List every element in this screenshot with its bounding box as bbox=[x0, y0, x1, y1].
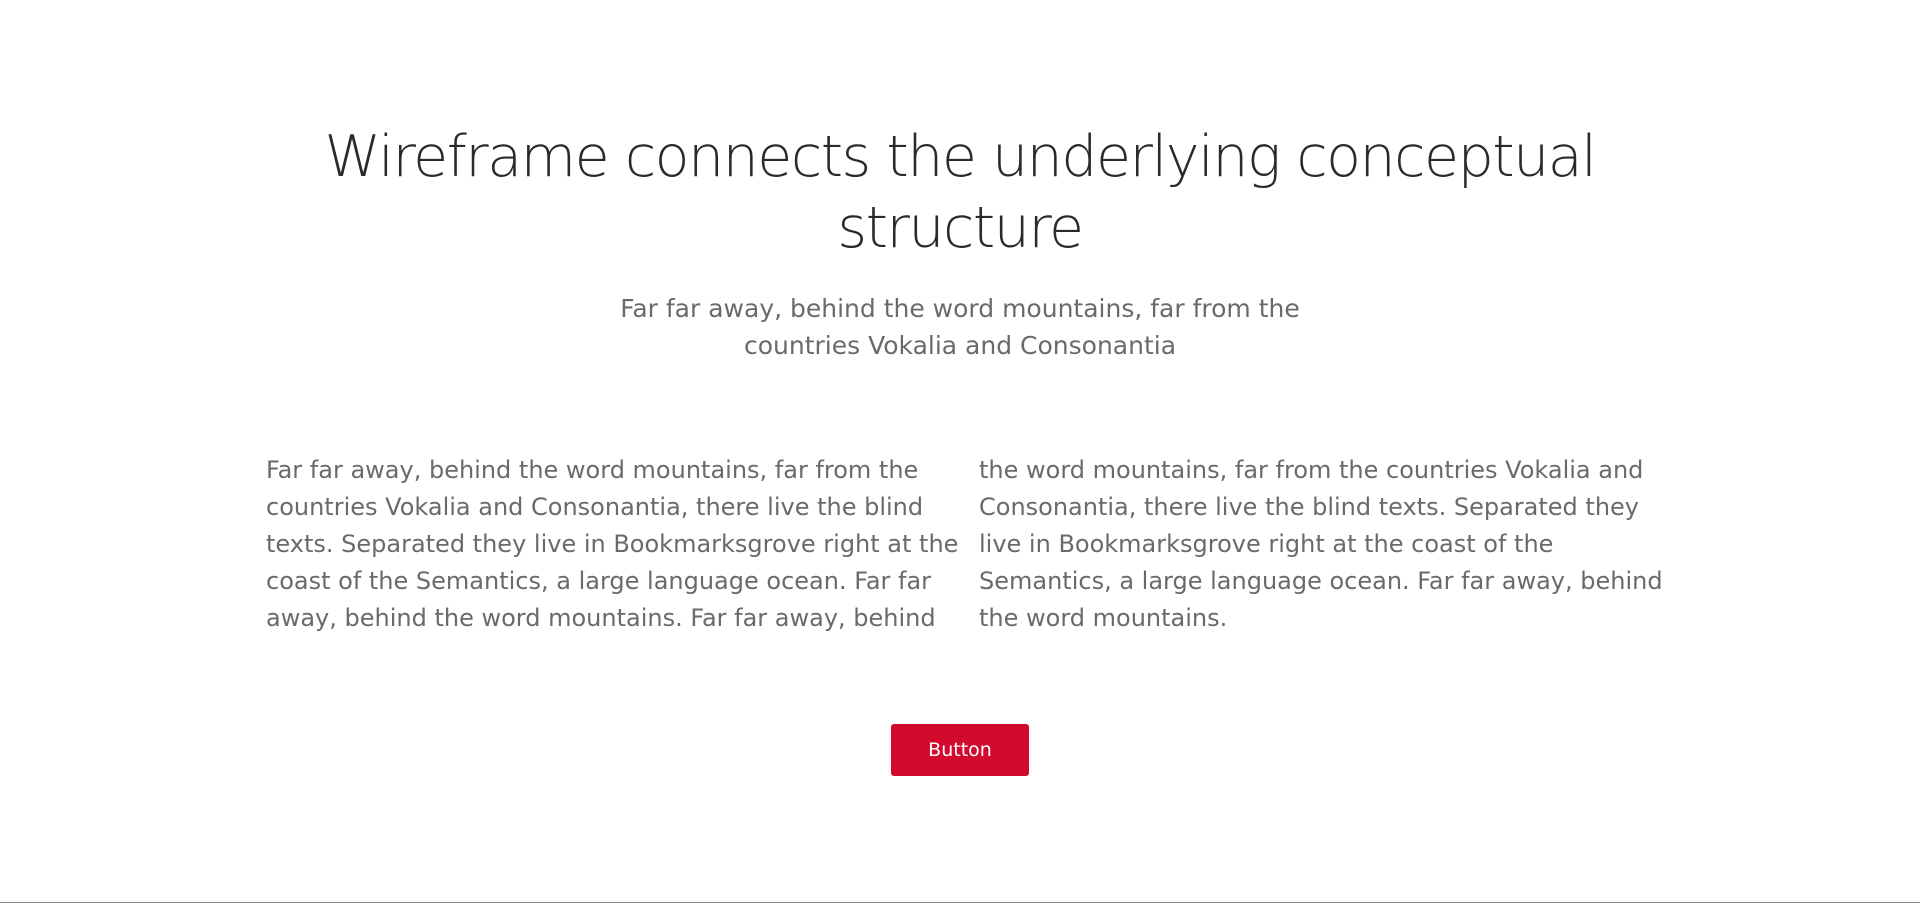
body-text-line: Consonantia, there live the blind texts. Separated they bbox=[979, 493, 1639, 521]
page-subtitle-line: countries Vokalia and Consonantia bbox=[743, 331, 1177, 360]
body-text-line: coast of the Semantics, a large language ocean. Far far bbox=[266, 567, 932, 595]
cta-button[interactable]: Button bbox=[891, 724, 1029, 776]
body-text-line: Far far away, behind the word mountains, far from the bbox=[266, 456, 919, 484]
page-title-line: structure bbox=[837, 195, 1083, 261]
body-text-line: away, behind the word mountains. Far far away, behind bbox=[266, 604, 936, 632]
body-text-right-column bbox=[979, 452, 1663, 637]
body-text-line: texts. Separated they live in Bookmarksgrove right at the bbox=[266, 530, 959, 558]
body-text-line: Semantics, a large language ocean. Far far away, behind bbox=[979, 567, 1663, 595]
page-title-line: Wireframe connects the underlying conceptual bbox=[324, 124, 1596, 190]
body-text-line: live in Bookmarksgrove right at the coast of the bbox=[979, 530, 1554, 558]
body-text-left-column bbox=[266, 452, 958, 637]
page-subtitle bbox=[0, 290, 1920, 364]
page-subtitle-line: Far far away, behind the word mountains, far from the bbox=[620, 294, 1300, 323]
body-text-line: the word mountains, far from the countries Vokalia and bbox=[979, 456, 1644, 484]
body-text-line: the word mountains. bbox=[979, 604, 1228, 632]
body-text-line: countries Vokalia and Consonantia, there live the blind bbox=[266, 493, 924, 521]
page-title bbox=[0, 122, 1920, 264]
